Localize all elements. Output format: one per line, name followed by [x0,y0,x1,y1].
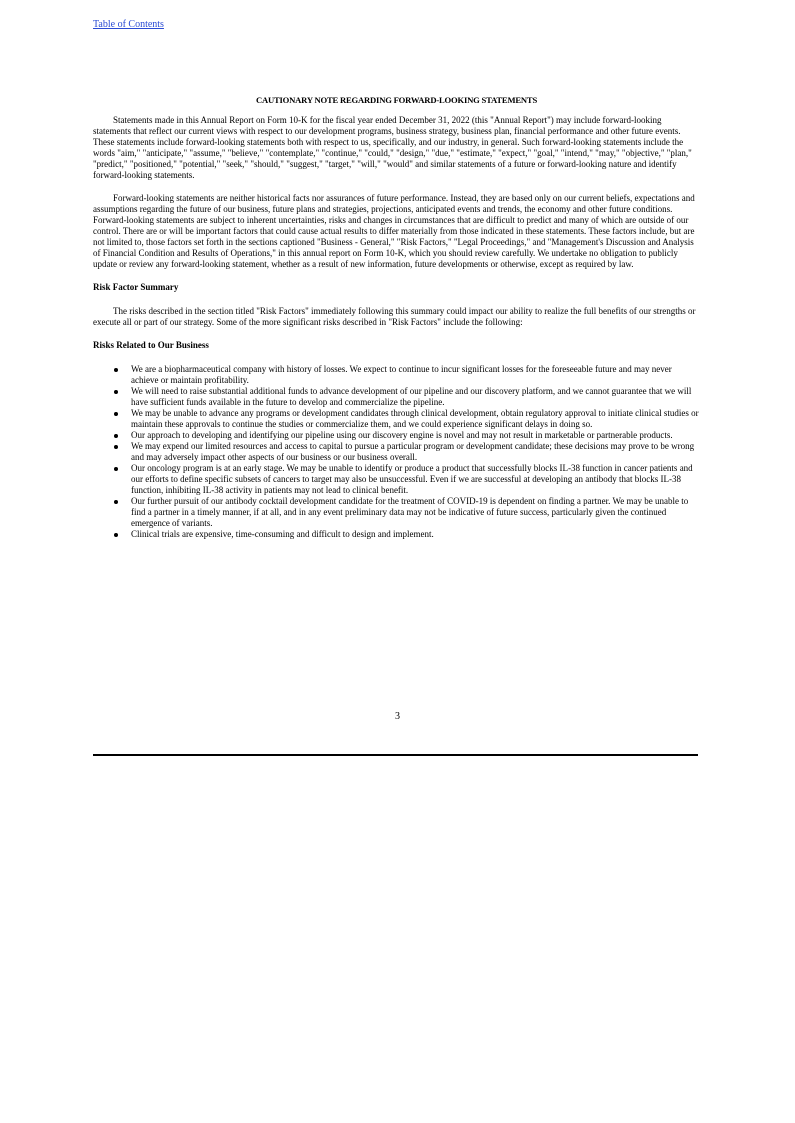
page-title: CAUTIONARY NOTE REGARDING FORWARD-LOOKING STATEMENTS [255,95,538,105]
list-item: Our oncology program is at an early stage. We may be unable to identify or produce a product that successfully blocks IL-38 function in cancer patients and our efforts to define specific subsets of cancers to target may also be unsuccessful. Even if we are successful at developing an antibody that blocks IL-38 function, inhibiting IL-38 activity in patients may not lead to clinical benefit. [131,463,700,496]
page-divider [93,754,698,756]
list-item: Clinical trials are expensive, time-consuming and difficult to design and implement. [131,529,700,540]
business-risks-heading: Risks Related to Our Business [93,340,209,350]
intro-paragraph: Statements made in this Annual Report on Form 10-K for the fiscal year ended December 31, 2022 (this "Annual Report") may include forward-looking statements that reflect our current views with respect to our development programs, business strategy, business plan, financial performance and other future events. These statements include forward-looking statements both with respect to us, specifically, and our industry, in general. Such forward-looking statements include the words "aim," "anticipate," "assume," "believe," "contemplate," "continue," "could," "design," "due," "estimate," "expect," "goal," "intend," "may," "objective," "plan," "predict," "positioned," "potential," "seek," "should," "suggest," "target," "will," "would" and similar statements of a future or forward-looking nature and identify forward-looking statements. [93,115,692,180]
list-item: We are a biopharmaceutical company with history of losses. We expect to continue to incur significant losses for the foreseeable future and may never achieve or maintain profitability. [131,364,700,386]
list-item: We may expend our limited resources and access to capital to pursue a particular program or development candidate; these decisions may prove to be wrong and may adversely impact other aspects of our business or our business overall. [131,441,700,463]
page-number: 3 [395,711,400,722]
list-item: Our further pursuit of our antibody cocktail development candidate for the treatment of COVID-19 is dependent on finding a partner. We may be unable to find a partner in a timely manner, if at all, and in any event preliminary data may not be indicative of future success, particularly given the continued emergence of variants. [131,496,700,529]
risk-summary-paragraph: The risks described in the section titled "Risk Factors" immediately following this summary could impact our ability to realize the full benefits of our strengths or execute all or part of our strategy. Some of the more significant risks described in "Risk Factors" include the following: [93,306,696,327]
list-item: Our approach to developing and identifying our pipeline using our discovery engine is novel and may not result in marketable or partnerable products. [131,430,700,441]
document-body [93,95,700,540]
list-item: We will need to raise substantial additional funds to advance development of our pipeline and our discovery platform, and we cannot guarantee that we will have sufficient funds available in the future to develop and commercialize the pipeline. [131,386,700,408]
list-item: We may be unable to advance any programs or development candidates through clinical development, obtain regulatory approval to initiate clinical studies or maintain these approvals to continue the studies or commercialize them, and we could experience significant delays in doing so. [131,408,699,429]
risk-factor-summary-heading: Risk Factor Summary [93,282,179,292]
business-risks-list [93,364,700,540]
table-of-contents-link[interactable]: Table of Contents [93,19,164,30]
forward-looking-paragraph: Forward-looking statements are neither historical facts nor assurances of future performance. Instead, they are based only on our current beliefs, expectations and assumptions regarding the future of our business, future plans and strategies, projections, anticipated events and trends, the economy and other future conditions. Forward-looking statements are subject to inherent uncertainties, risks and changes in circumstances that are difficult to predict and many of which are outside of our control. There are or will be important factors that could cause actual results to differ materially from those indicated in these statements. These factors include, but are not limited to, those factors set forth in the sections captioned "Business - General," "Risk Factors," "Legal Proceedings," and "Management's Discussion and Analysis of Financial Condition and Results of Operations," in this annual report on Form 10-K, which you should review carefully. We undertake no obligation to publicly update or review any forward-looking statement, whether as a result of new information, future developments or otherwise, except as required by law. [93,193,695,269]
